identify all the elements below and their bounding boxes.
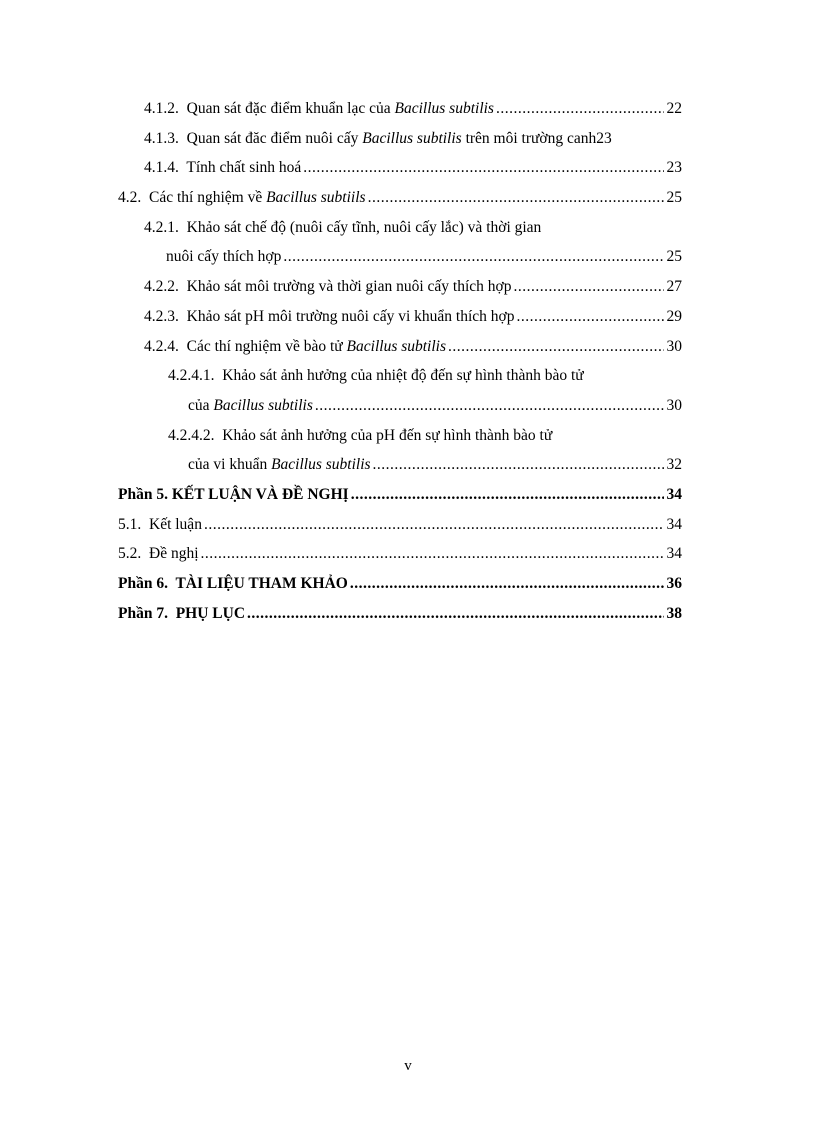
toc-entry[interactable] <box>118 302 682 332</box>
toc-entry[interactable] <box>118 124 682 154</box>
toc-entry-title: 4.2.2. Khảo sát môi trường và thời gian nuôi cấy thích hợp <box>144 278 512 296</box>
toc-entry-title: của Bacillus subtilis <box>188 396 313 414</box>
toc-entry[interactable] <box>118 272 682 302</box>
toc-entry-title: 4.2.3. Khảo sát pH môi trường nuôi cấy vi khuẩn thích hợp <box>144 307 515 325</box>
table-of-contents <box>118 94 682 628</box>
toc-entry[interactable] <box>118 94 682 124</box>
dot-leader <box>368 183 664 213</box>
dot-leader <box>247 599 663 629</box>
toc-entry-chapter[interactable] <box>118 569 682 599</box>
toc-entry-page: 23 <box>596 129 612 147</box>
toc-entry-title: 4.1.3. Quan sát đăc điểm nuôi cấy Bacillus subtilis trên môi trường canh <box>144 129 597 147</box>
toc-entry-continuation[interactable] <box>118 450 682 480</box>
toc-entry-page: 34 <box>666 485 682 503</box>
toc-entry-chapter[interactable] <box>118 480 682 510</box>
toc-entry[interactable] <box>118 539 682 569</box>
toc-entry-title: 4.2.4. Các thí nghiệm về bào tử Bacillus subtilis <box>144 337 447 355</box>
toc-entry-title: của vi khuẩn Bacillus subtilis <box>188 456 371 474</box>
toc-entry[interactable] <box>118 421 682 451</box>
toc-entry-page: 30 <box>666 396 682 414</box>
toc-entry-chapter[interactable] <box>118 599 682 629</box>
toc-entry[interactable] <box>118 510 682 540</box>
dot-leader <box>303 153 663 183</box>
toc-entry-continuation[interactable] <box>118 391 682 421</box>
toc-entry-page: 32 <box>666 456 682 474</box>
dot-leader <box>201 539 664 569</box>
toc-entry-title: Phần 6. TÀI LIỆU THAM KHẢO <box>118 575 348 592</box>
toc-entry-page: 29 <box>666 307 682 325</box>
toc-entry-page: 34 <box>666 545 682 563</box>
toc-entry-title: Phần 5. KẾT LUẬN VÀ ĐỀ NGHỊ <box>118 485 349 503</box>
dot-leader <box>496 94 664 124</box>
toc-entry-page: 30 <box>666 337 682 355</box>
dot-leader <box>513 272 663 302</box>
toc-entry-title: 5.2. Đề nghị <box>118 545 199 563</box>
toc-entry-page: 22 <box>666 100 682 117</box>
dot-leader <box>351 480 664 510</box>
toc-entry[interactable] <box>118 213 682 243</box>
page-number: v <box>404 1058 412 1074</box>
toc-entry[interactable] <box>118 361 682 391</box>
dot-leader <box>448 332 663 362</box>
toc-entry[interactable] <box>118 183 682 213</box>
toc-entry[interactable] <box>118 332 682 362</box>
dot-leader <box>516 302 663 332</box>
toc-entry[interactable] <box>118 153 682 183</box>
dot-leader <box>315 391 664 421</box>
toc-entry-page: 23 <box>666 159 682 177</box>
toc-entry-page: 38 <box>666 604 682 622</box>
toc-entry-title: 4.1.2. Quan sát đặc điểm khuẩn lạc của Bacillus subtilis <box>144 100 494 117</box>
toc-entry-continuation[interactable] <box>118 242 682 272</box>
toc-entry-page: 36 <box>666 575 682 592</box>
toc-entry-title: 4.2.1. Khảo sát chế độ (nuôi cấy tĩnh, nuôi cấy lắc) và thời gian <box>144 218 542 236</box>
toc-entry-page: 27 <box>666 278 682 296</box>
dot-leader <box>283 242 663 272</box>
toc-entry-title: nuôi cấy thích hợp <box>166 248 282 266</box>
toc-entry-title: Phần 7. PHỤ LỤC <box>118 604 246 622</box>
toc-entry-title: 4.1.4. Tính chất sinh hoá <box>144 159 302 177</box>
toc-entry-page: 25 <box>666 189 682 207</box>
toc-entry-title: 4.2. Các thí nghiệm về Bacillus subtiils <box>118 189 366 207</box>
dot-leader <box>373 450 664 480</box>
toc-entry-title: 5.1. Kết luận <box>118 515 202 533</box>
toc-entry-title: 4.2.4.1. Khảo sát ảnh hưởng của nhiệt độ đến sự hình thành bào tử <box>168 367 584 385</box>
toc-entry-title: 4.2.4.2. Khảo sát ảnh hưởng của pH đến sự hình thành bào tử <box>168 426 553 444</box>
dot-leader <box>204 510 664 540</box>
toc-entry-page: 25 <box>666 248 682 266</box>
toc-entry-page: 34 <box>666 515 682 533</box>
dot-leader <box>350 569 664 599</box>
